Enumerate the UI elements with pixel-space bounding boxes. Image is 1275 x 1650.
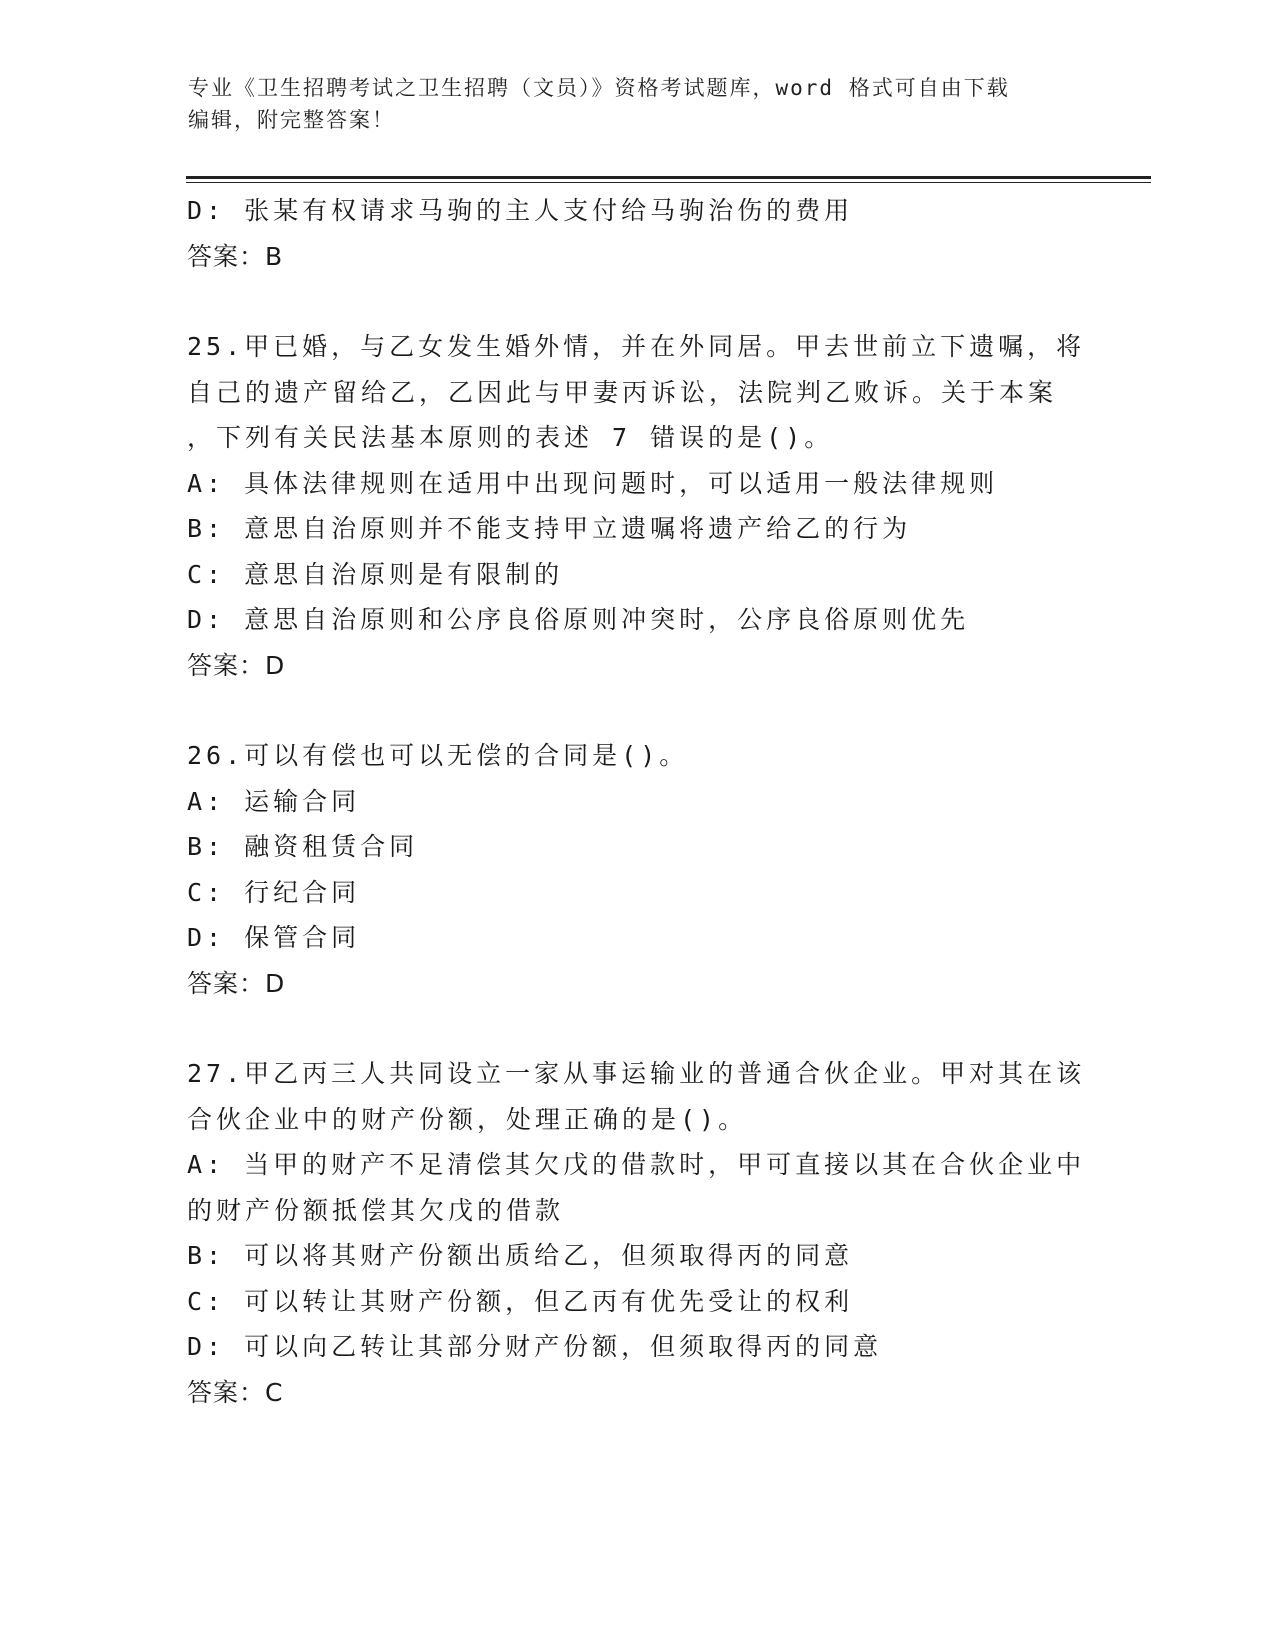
- header-line-2: 编辑，附完整答案！: [188, 108, 395, 132]
- option-a: A: 具体法律规则在适用中出现问题时，可以适用一般法律规则: [187, 468, 999, 498]
- option-a-continued: 的财产份额抵偿其欠戊的借款: [187, 1195, 565, 1225]
- option-a: A: 当甲的财产不足清偿其欠戊的借款时，甲可直接以其在合伙企业中: [187, 1150, 1086, 1179]
- question-block-25: [187, 324, 1087, 688]
- answer-line: 答案：D: [187, 650, 286, 680]
- header-divider-thin: [186, 182, 1151, 183]
- option-c: C: 意思自治原则是有限制的: [187, 559, 564, 589]
- option-b: B: 意思自治原则并不能支持甲立遗嘱将遗产给乙的行为: [187, 514, 912, 543]
- question-stem: 27.甲乙丙三人共同设立一家从事运输业的普通合伙企业。甲对其在该: [187, 1059, 1086, 1088]
- question-stem: 25.甲已婚，与乙女发生婚外情，并在外同居。甲去世前立下遗嘱，将: [187, 332, 1086, 361]
- question-block-prev: [187, 188, 1087, 279]
- header-divider-thick: [186, 176, 1151, 179]
- answer-line: 答案：B: [187, 241, 284, 271]
- question-stem: 自己的遗产留给乙，乙因此与甲妻丙诉讼，法院判乙败诉。关于本案: [187, 377, 1058, 407]
- question-stem: 26.可以有偿也可以无偿的合同是()。: [187, 741, 689, 770]
- question-list: [187, 188, 1087, 1415]
- question-stem: 合伙企业中的财产份额，处理正确的是()。: [187, 1104, 748, 1134]
- option-c: C: 可以转让其财产份额，但乙丙有优先受让的权利: [187, 1286, 854, 1316]
- spacer: [187, 688, 1087, 733]
- answer-line: 答案：D: [187, 968, 286, 998]
- page-header: [188, 72, 1068, 136]
- option-d: D: 可以向乙转让其部分财产份额，但须取得丙的同意: [187, 1332, 883, 1361]
- answer-line: 答案：C: [187, 1377, 284, 1407]
- option-a: A: 运输合同: [187, 786, 361, 816]
- question-block-26: [187, 733, 1087, 1006]
- spacer: [187, 1006, 1087, 1051]
- question-block-27: [187, 1051, 1087, 1415]
- option-c: C: 行纪合同: [187, 877, 361, 907]
- spacer: [187, 279, 1087, 324]
- header-line-1: 专业《卫生招聘考试之卫生招聘（文员）》资格考试题库，word 格式可自由下载: [188, 76, 1010, 100]
- option-d: D: 保管合同: [187, 923, 361, 952]
- question-stem: ，下列有关民法基本原则的表述 7 错误的是()。: [187, 423, 834, 452]
- option-b: B: 融资租赁合同: [187, 832, 419, 861]
- option-d: D: 张某有权请求马驹的主人支付给马驹治伤的费用: [187, 196, 854, 225]
- option-d: D: 意思自治原则和公序良俗原则冲突时，公序良俗原则优先: [187, 605, 970, 634]
- option-b: B: 可以将其财产份额出质给乙，但须取得丙的同意: [187, 1241, 854, 1270]
